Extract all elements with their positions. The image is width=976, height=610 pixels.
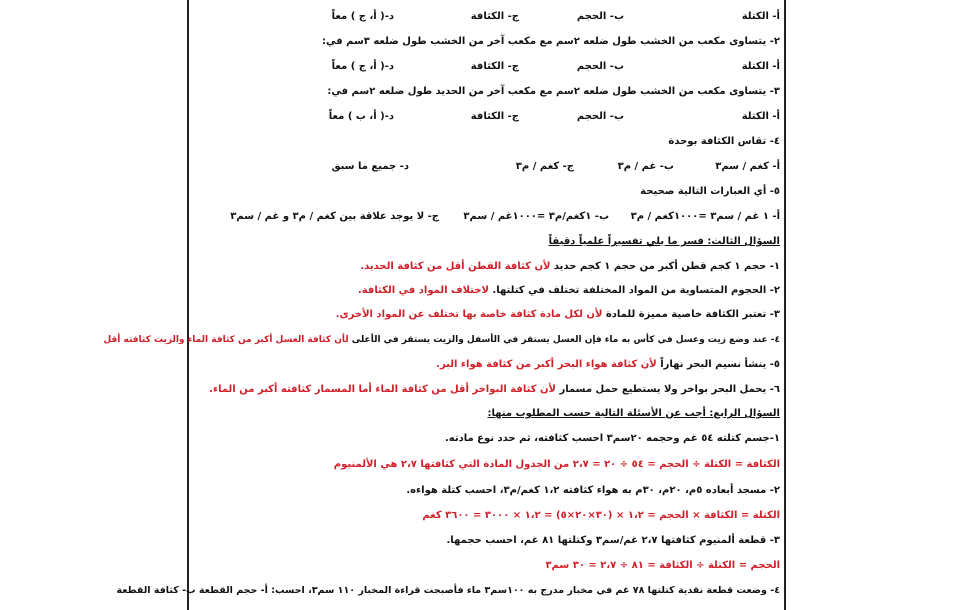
q5-stem: ٥- أي العبارات التالية صحيحة <box>640 186 780 197</box>
q3-item-3: ٣- تعتبر الكثافة خاصية مميزة للمادة لأن لكل مادة كثافة خاصة بها تختلف عن المواد الأخرى. <box>335 309 780 320</box>
q1-option-a: أ- الكتلة <box>741 11 780 22</box>
q5-option-b: ب- ١كغم/م٣ =١٠٠٠غم / سم٣ <box>463 211 609 222</box>
q4-option-b: ب- غم / م٣ <box>617 161 674 172</box>
section4-title: السؤال الرابع: أجب عن الأسئلة التالية حسب المطلوب منها: <box>487 408 780 419</box>
q4-item-1-question: ١-جسم كتلته ٥٤ غم وحجمه ٢٠سم٣ احسب كثافته، ثم حدد نوع مادته. <box>444 433 780 444</box>
q4-item-1-answer: الكثافة = الكتلة ÷ الحجم = ٥٤ ÷ ٢٠ = ٢،٧ من الجدول المادة التي كثافتها ٢،٧ هي الألمنيوم <box>333 459 780 470</box>
q3-stem: ٣- يتساوى مكعب من الخشب طول ضلعه ٢سم مع مكعب آخر من الحديد طول ضلعه ٢سم في: <box>327 86 780 97</box>
q2-option-d: د-( أ، ج ) معاً <box>331 61 394 72</box>
q2-option-c: ج- الكثافة <box>470 61 519 72</box>
worksheet-page <box>103 0 786 610</box>
q2-stem: ٢- يتساوى مكعب من الخشب طول ضلعه ٢سم مع مكعب آخر من الخشب طول ضلعه ٣سم في: <box>321 36 780 47</box>
q4-option-a: أ- كغم / سم٣ <box>715 161 780 172</box>
q5-option-a: أ- ١ غم / سم٣ =١٠٠٠كغم / م٣ <box>630 211 780 222</box>
q2-option-a: أ- الكتلة <box>741 61 780 72</box>
q3-item-5: ٥- ينشأ نسيم البحر نهاراً لأن كثافة هواء البحر أكبر من كثافة هواء البر. <box>436 359 780 370</box>
q4-item-2-question: ٢- مسجد أبعاده ٥م، ٢٠م، ٣٠م به هواء كثافته ١،٢ كغم/م٣، احسب كتلة هواءه. <box>406 485 780 496</box>
q3-item-6: ٦- يحمل البحر بواخر ولا يستطيع حمل مسمار لأن كثافة البواخر أقل من كثافة الماء أما المسمار كثافته أكبر من الماء. <box>209 384 780 395</box>
q4-option-d: د- جميع ما سبق <box>331 161 409 172</box>
q3-item-2: ٢- الحجوم المتساوية من المواد المختلفة تختلف في كتلتها. لاختلاف المواد في الكثافة. <box>357 285 780 296</box>
q3-option-b: ب- الحجم <box>576 111 624 122</box>
q5-option-c: ج- لا يوجد علاقة بين كغم / م٣ و غم / سم٣ <box>230 211 439 222</box>
q4-item-4-question: ٤- وضعت قطعة نقدية كتلتها ٧٨ غم في مخبار مدرج به ١٠٠سم٣ ماء فأصبحت قراءة المخبار ١١٠ سم٣، احسب: أ- حجم القطعة ب- كثافة القطعة <box>116 585 780 596</box>
q2-option-b: ب- الحجم <box>576 61 624 72</box>
q1-option-c: ج- الكثافة <box>470 11 519 22</box>
q4-option-c: ج- كغم / م٣ <box>515 161 574 172</box>
q4-item-2-answer: الكتلة = الكثافة × الحجم = ١،٢ × (٣٠×٢٠×٥) = ١،٢ × ٣٠٠٠ = ٣٦٠٠ كغم <box>422 510 780 521</box>
q1-option-b: ب- الحجم <box>576 11 624 22</box>
q3-option-c: ج- الكثافة <box>470 111 519 122</box>
q4-stem: ٤- تقاس الكثافة بوحدة <box>668 136 780 147</box>
q4-item-3-question: ٣- قطعة ألمنيوم كثافتها ٢،٧ غم/سم٣ وكتلتها ٨١ غم، احسب حجمها. <box>446 535 780 546</box>
q3-item-1: ١- حجم ١ كجم قطن أكبر من حجم ١ كجم حديد لأن كثافة القطن أقل من كثافة الحديد. <box>360 261 780 272</box>
section3-title: السؤال الثالث: فسر ما يلي تفسيراً علمياً دقيقاً <box>548 236 780 247</box>
q4-item-3-answer: الحجم = الكتلة ÷ الكثافة = ٨١ ÷ ٢،٧ = ٣٠ سم٣ <box>545 560 780 571</box>
q3-option-a: أ- الكتلة <box>741 111 780 122</box>
q3-item-4: ٤- عند وضع زيت وعسل في كأس به ماء فإن العسل يستقر في الأسفل والزيت يستقر في الأعلى لأن كثافة العسل أكبر من كثافة الماء والزيت كثافته أقل <box>103 335 780 345</box>
q1-option-d: د-( أ، ج ) معاً <box>331 11 394 22</box>
q3-option-d: د-( أ، ب ) معاً <box>328 111 394 122</box>
